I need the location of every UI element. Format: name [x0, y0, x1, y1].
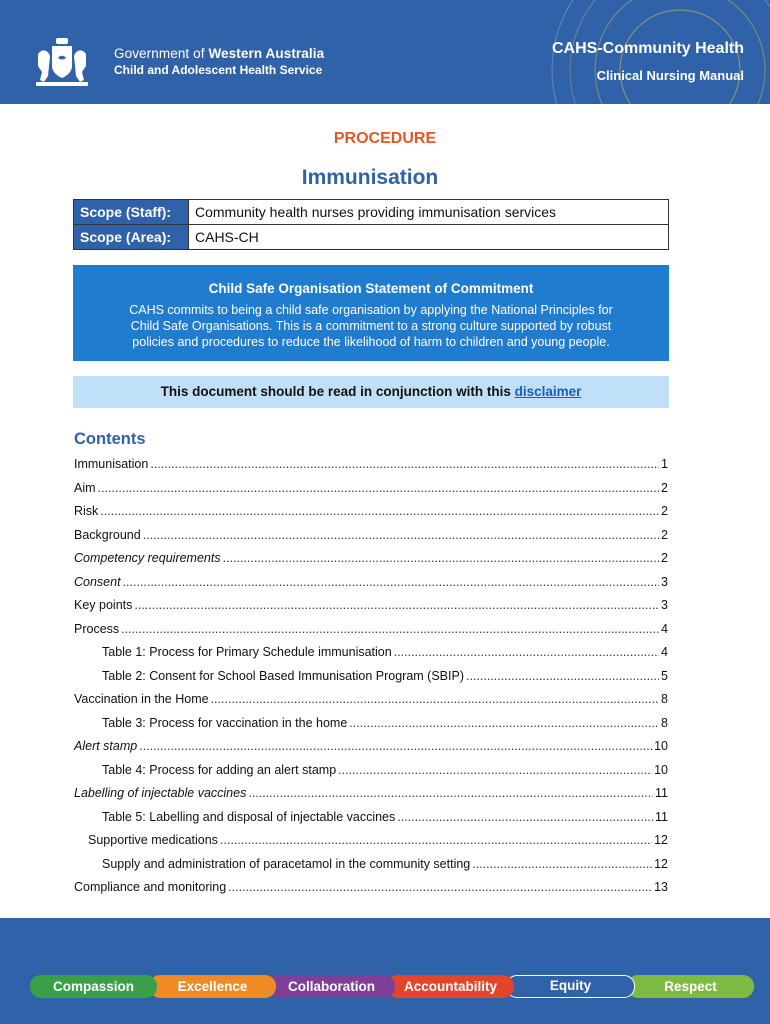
toc-entry-title: Alert stamp — [74, 739, 138, 753]
toc-entry-title: Competency requirements — [74, 551, 221, 565]
contents-heading: Contents — [74, 430, 146, 448]
document-type: PROCEDURE — [333, 130, 437, 147]
toc-entry-page: 11 — [655, 786, 668, 800]
toc-entry-title: Table 3: Process for vaccination in the home — [102, 715, 348, 730]
toc-entry-page: 4 — [661, 621, 668, 636]
toc-leader-dots — [228, 876, 652, 900]
manual-subtitle: Clinical Nursing Manual — [596, 68, 744, 83]
toc-entry-page: 4 — [661, 645, 668, 659]
value-pill-collaboration: Collaboration — [268, 975, 395, 998]
toc-entry[interactable] — [74, 759, 668, 783]
disclaimer-banner — [73, 376, 669, 408]
toc-leader-dots — [248, 782, 653, 806]
toc-leader-dots — [338, 759, 652, 783]
toc-leader-dots — [220, 829, 652, 853]
toc-leader-dots — [397, 806, 653, 830]
toc-entry-page: 12 — [654, 856, 668, 871]
manual-title-block — [552, 40, 744, 83]
value-pill-respect: Respect — [627, 975, 754, 998]
government-name: Government of Western Australia — [114, 46, 325, 61]
toc-leader-dots — [150, 453, 659, 477]
toc-entry[interactable] — [74, 735, 668, 759]
toc-entry[interactable] — [74, 876, 668, 900]
values-bar — [30, 975, 754, 998]
child-safe-body — [73, 302, 669, 350]
toc-leader-dots — [121, 618, 659, 642]
toc-entry[interactable] — [74, 547, 668, 571]
toc-entry-page: 2 — [661, 480, 668, 495]
toc-entry-title: Immunisation — [74, 457, 149, 471]
toc-entry[interactable] — [74, 594, 668, 618]
toc-entry[interactable] — [74, 571, 668, 595]
toc-entry-page: 2 — [661, 527, 668, 542]
toc-entry-page: 1 — [661, 457, 668, 471]
toc-entry[interactable] — [74, 618, 668, 642]
government-branding — [114, 46, 324, 77]
toc-entry-page: 2 — [661, 504, 668, 518]
toc-entry-page: 8 — [661, 692, 668, 706]
toc-entry-page: 8 — [661, 715, 668, 730]
toc-entry-page: 13 — [654, 880, 668, 894]
toc-leader-dots — [98, 477, 660, 501]
toc-leader-dots — [143, 524, 659, 548]
toc-leader-dots — [223, 547, 659, 571]
page-footer — [0, 918, 770, 1024]
toc-leader-dots — [394, 641, 659, 665]
toc-entry-title: Table 1: Process for Primary Schedule immunisation — [102, 645, 392, 659]
toc-entry-page: 10 — [654, 762, 668, 777]
toc-entry-page: 3 — [661, 574, 668, 589]
toc-entry[interactable] — [74, 641, 668, 665]
toc-entry-title: Labelling of injectable vaccines — [74, 786, 247, 800]
toc-entry-title: Background — [74, 527, 141, 542]
toc-entry[interactable] — [74, 712, 668, 736]
toc-entry-page: 3 — [661, 598, 668, 612]
scope-row-staff — [74, 200, 669, 225]
page-header — [0, 0, 770, 104]
toc-leader-dots — [349, 712, 659, 736]
toc-entry-title: Supportive medications — [88, 833, 218, 847]
toc-entry-page: 10 — [654, 739, 668, 753]
toc-entry-page: 12 — [654, 833, 668, 847]
toc-entry-title: Risk — [74, 504, 99, 518]
toc-leader-dots — [100, 500, 659, 524]
toc-entry-title: Vaccination in the Home — [74, 692, 209, 706]
toc-leader-dots — [211, 688, 659, 712]
toc-leader-dots — [134, 594, 659, 618]
document-title: Immunisation — [301, 166, 439, 189]
toc-entry-title: Table 4: Process for adding an alert stamp — [102, 762, 337, 777]
toc-entry-page: 11 — [655, 809, 668, 824]
toc-entry-title: Aim — [74, 480, 96, 495]
toc-entry-title: Compliance and monitoring — [74, 880, 227, 894]
toc-entry-title: Consent — [74, 574, 121, 589]
toc-entry[interactable] — [74, 688, 668, 712]
service-name: Child and Adolescent Health Service — [114, 63, 323, 77]
scope-staff-value: Community health nurses providing immunisation services — [189, 200, 669, 225]
table-of-contents — [74, 453, 668, 900]
scope-table — [73, 199, 669, 250]
toc-entry[interactable] — [74, 477, 668, 501]
toc-entry[interactable] — [74, 524, 668, 548]
toc-entry[interactable] — [74, 782, 668, 806]
toc-entry[interactable] — [74, 453, 668, 477]
scope-area-value: CAHS-CH — [189, 225, 669, 250]
child-safe-line: CAHS commits to being a child safe organisation by applying the National Principles for — [129, 303, 613, 317]
child-safe-statement — [73, 265, 669, 361]
toc-entry-title: Key points — [74, 598, 133, 612]
toc-entry-title: Table 2: Consent for School Based Immunisation Program (SBIP) — [102, 668, 464, 683]
toc-entry-title: Process — [74, 621, 120, 636]
child-safe-line: policies and procedures to reduce the likelihood of harm to children and young people. — [132, 335, 610, 349]
value-pill-equity: Equity — [506, 975, 635, 998]
scope-staff-label: Scope (Staff): — [74, 200, 189, 225]
toc-entry-page: 2 — [661, 551, 668, 565]
toc-entry[interactable] — [74, 829, 668, 853]
toc-entry-page: 5 — [661, 668, 668, 683]
toc-entry[interactable] — [74, 853, 668, 877]
toc-entry[interactable] — [74, 806, 668, 830]
toc-entry[interactable] — [74, 500, 668, 524]
toc-entry-title: Supply and administration of paracetamol in the community setting — [102, 856, 471, 871]
value-pill-compassion: Compassion — [30, 975, 157, 998]
toc-leader-dots — [123, 571, 659, 595]
toc-entry-title: Table 5: Labelling and disposal of injectable vaccines — [102, 809, 396, 824]
toc-leader-dots — [472, 853, 652, 877]
disclaimer-link[interactable]: disclaimer — [514, 384, 582, 399]
child-safe-title: Child Safe Organisation Statement of Commitment — [208, 281, 534, 296]
value-pill-accountability: Accountability — [387, 975, 514, 998]
scope-area-label: Scope (Area): — [74, 225, 189, 250]
child-safe-line: Child Safe Organisations. This is a commitment to a strong culture supported by robust — [130, 319, 612, 333]
toc-leader-dots — [139, 735, 652, 759]
toc-leader-dots — [466, 665, 659, 689]
toc-entry[interactable] — [74, 665, 668, 689]
wa-crest-logo — [30, 36, 94, 92]
value-pill-excellence: Excellence — [149, 975, 276, 998]
disclaimer-text: This document should be read in conjunction with this — [160, 384, 515, 399]
manual-title: CAHS-Community Health — [551, 40, 744, 57]
scope-row-area — [74, 225, 669, 250]
